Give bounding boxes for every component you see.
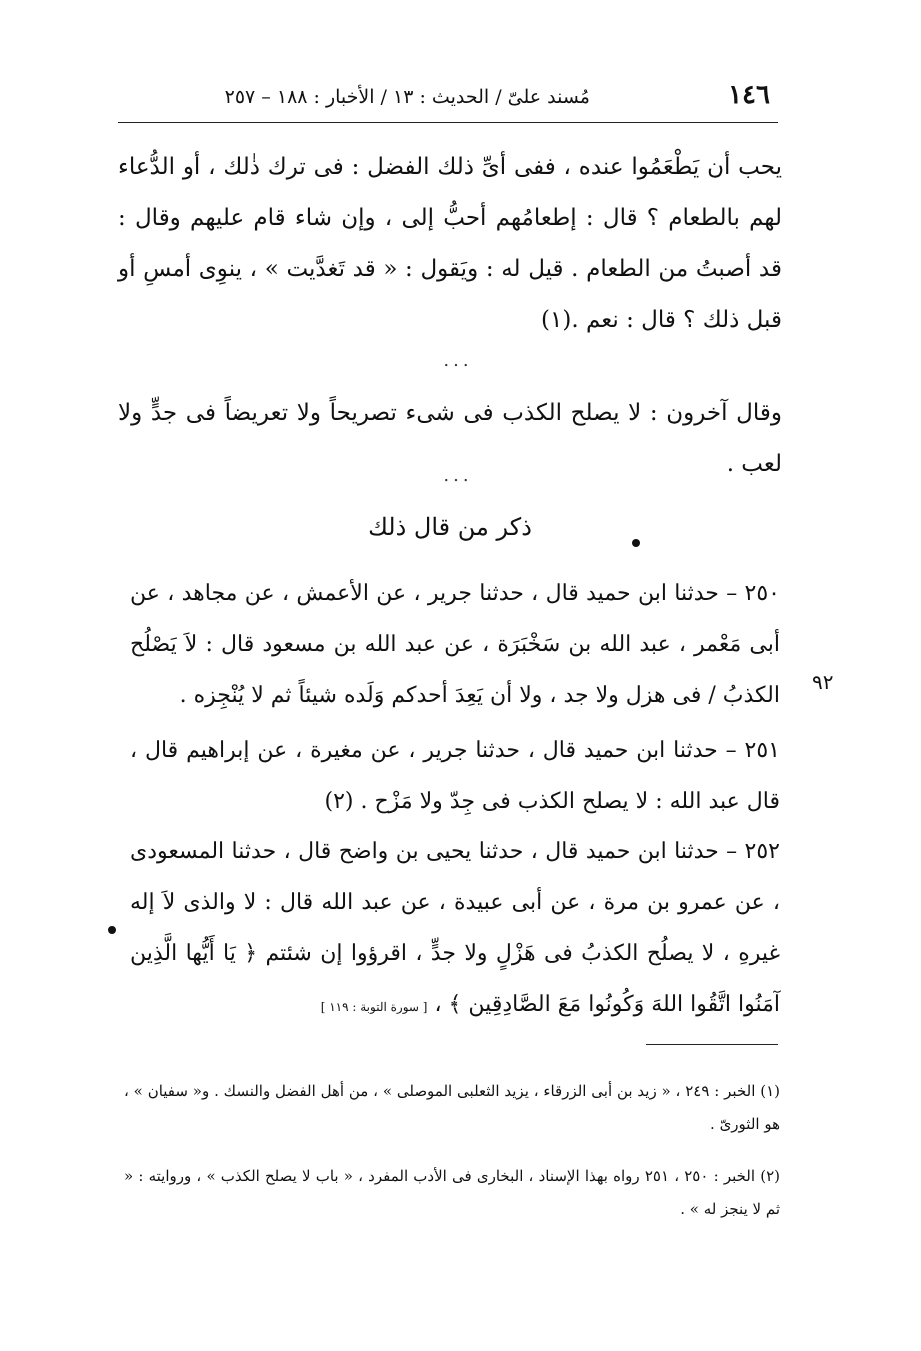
bullet-mark-icon <box>108 926 116 934</box>
separator-dots: ... <box>443 465 473 486</box>
hadith-250: ٢٥٠ – حدثنا ابن حميد قال ، حدثنا جرير ، عن الأعمش ، عن مجاهد ، عن أبى مَعْمر ، عبد الله بن سَخْبَرَة ، عن عبد الله بن مسعود قال : لاَ يَصْلُح الكذبُ / فى هزل ولا جد ، ولا أن يَعِدَ أحدكم وَلَده شيئاً ثم لا يُنْجِزه . <box>130 581 780 708</box>
footnote-2: (٢) الخبر : ٢٥٠ ، ٢٥١ رواه بهذا الإسناد ، البخارى فى الأدب المفرد ، « باب لا يصلح الكذب » ، وروايته : « ثم لا ينجز له » . <box>124 1167 781 1218</box>
hadith-251: ٢٥١ – حدثنا ابن حميد قال ، حدثنا جرير ، عن مغيرة ، عن إبراهيم قال ، قال عبد الله : لا يصلح الكذب فى جِدّ ولا مَزْح . (٢) <box>130 738 780 814</box>
section-heading: ذكر من قال ذلك <box>368 513 532 541</box>
quran-reference: [ سورة التوبة : ١١٩ ] <box>320 1000 428 1014</box>
running-title: مُسند علىّ / الحديث : ١٣ / الأخبار : ١٨٨ – ٢٥٧ <box>224 86 590 108</box>
hadith-252 <box>130 826 780 1033</box>
footnote-rule <box>646 1044 778 1045</box>
hadith-252-text: ٢٥٢ – حدثنا ابن حميد قال ، حدثنا يحيى بن واضح قال ، حدثنا المسعودى ، عن عمرو بن مرة ، عن أبى عبيدة ، عن عبد الله قال : لا والذى لاَ إله غيرهِ ، لا يصلُح الكذبُ فى هَزْلٍ ولا جدٍّ ، اقرؤوا إن شئتم ﴿ يَا أَيُّها الَّذِين آمَنُوا اتَّقُوا اللهَ وَكُونُوا مَعَ الصَّادِقِين ﴾ ، <box>130 839 780 1017</box>
paragraph-1: يحب أن يَطْعَمُوا عنده ، ففى أىِّ ذلك الفضل : فى ترك ذٰلك ، أو الدُّعاء لهم بالطعام ؟ قال : إطعامُهم أحبُّ إلى ، وإن شاء قام عليهم وقال : قد أصبتُ من الطعام . قيل له : ويَقول : « قد تَغدَّيت » ، ينوِى أمسِ أو قبل ذلك ؟ قال : نعم .(١) <box>118 154 782 333</box>
header-rule <box>118 122 778 123</box>
page-number: ١٤٦ <box>728 80 770 110</box>
footnote-1: (١) الخبر : ٢٤٩ ، « زيد بن أبى الزرقاء ، يزيد الثعلبى الموصلى » ، من أهل الفضل والنسك . و« سفيان » ، هو الثورىّ . <box>124 1082 780 1133</box>
margin-number: ٩٢ <box>812 670 834 694</box>
paragraph-2: وقال آخرون : لا يصلح الكذب فى شىء تصريحاً ولا تعريضاً فى جدٍّ ولا لعب . <box>118 400 782 477</box>
separator-dots: ... <box>443 350 473 371</box>
page-header <box>120 78 770 118</box>
bullet-mark-icon <box>632 539 640 547</box>
